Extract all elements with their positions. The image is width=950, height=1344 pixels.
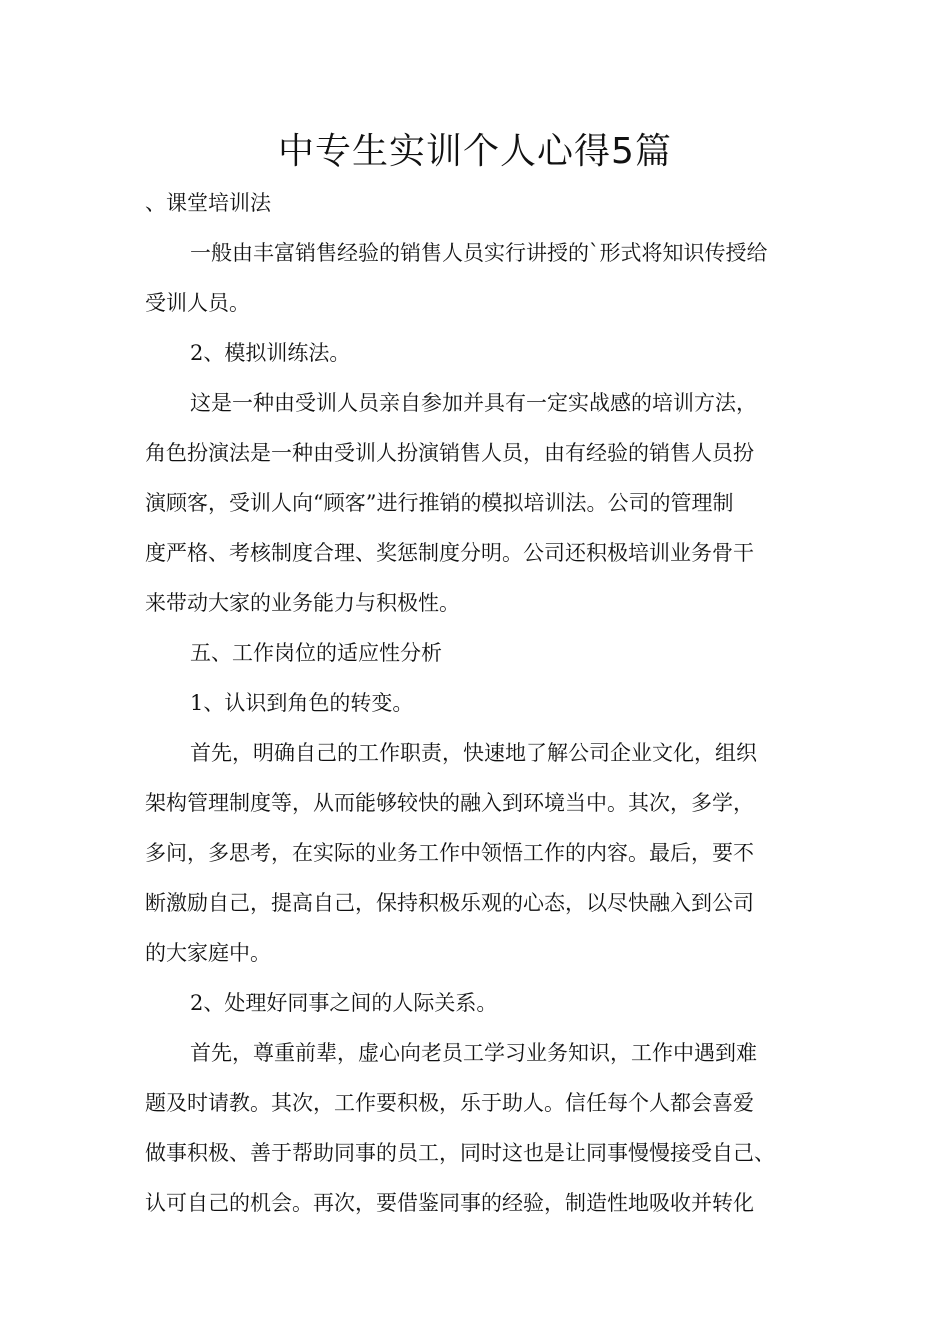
text-line: 的大家庭中。 <box>145 941 271 965</box>
text-line: 1、认识到角色的转变。 <box>190 691 414 715</box>
text-line: 题及时请教。其次，工作要积极，乐于助人。信任每个人都会喜爱 <box>145 1091 754 1115</box>
text-line: 2、模拟训练法。 <box>190 341 351 365</box>
text-line: 首先，明确自己的工作职责，快速地了解公司企业文化，组织 <box>190 741 757 765</box>
text-line: 演顾客，受训人向“顾客”进行推销的模拟培训法。公司的管理制 <box>145 491 734 515</box>
text-line: 五、工作岗位的适应性分析 <box>190 641 442 665</box>
text-line: 认可自己的机会。再次，要借鉴同事的经验，制造性地吸收并转化 <box>145 1191 754 1215</box>
text-line: 受训人员。 <box>145 291 250 315</box>
text-line: 架构管理制度等，从而能够较快的融入到环境当中。其次，多学， <box>145 791 754 815</box>
text-line: 度严格、考核制度合理、奖惩制度分明。公司还积极培训业务骨干 <box>145 541 754 565</box>
text-line: 做事积极、善于帮助同事的员工，同时这也是让同事慢慢接受自己、 <box>145 1141 775 1165</box>
document-body <box>145 178 810 1228</box>
text-line: 、课堂培训法 <box>145 191 271 215</box>
text-line: 来带动大家的业务能力与积极性。 <box>145 591 460 615</box>
text-line: 首先，尊重前辈，虚心向老员工学习业务知识，工作中遇到难 <box>190 1041 757 1065</box>
text-line: 一般由丰富销售经验的销售人员实行讲授的`形式将知识传授给 <box>190 241 768 265</box>
text-line: 角色扮演法是一种由受训人扮演销售人员，由有经验的销售人员扮 <box>145 441 754 465</box>
text-line: 2、处理好同事之间的人际关系。 <box>190 991 498 1015</box>
text-line: 断激励自己，提高自己，保持积极乐观的心态，以尽快融入到公司 <box>145 891 754 915</box>
document-title: 中专生实训个人心得5篇 <box>278 131 672 172</box>
text-line: 这是一种由受训人员亲自参加并具有一定实战感的培训方法， <box>190 391 757 415</box>
text-line: 多问，多思考，在实际的业务工作中领悟工作的内容。最后，要不 <box>145 841 754 865</box>
